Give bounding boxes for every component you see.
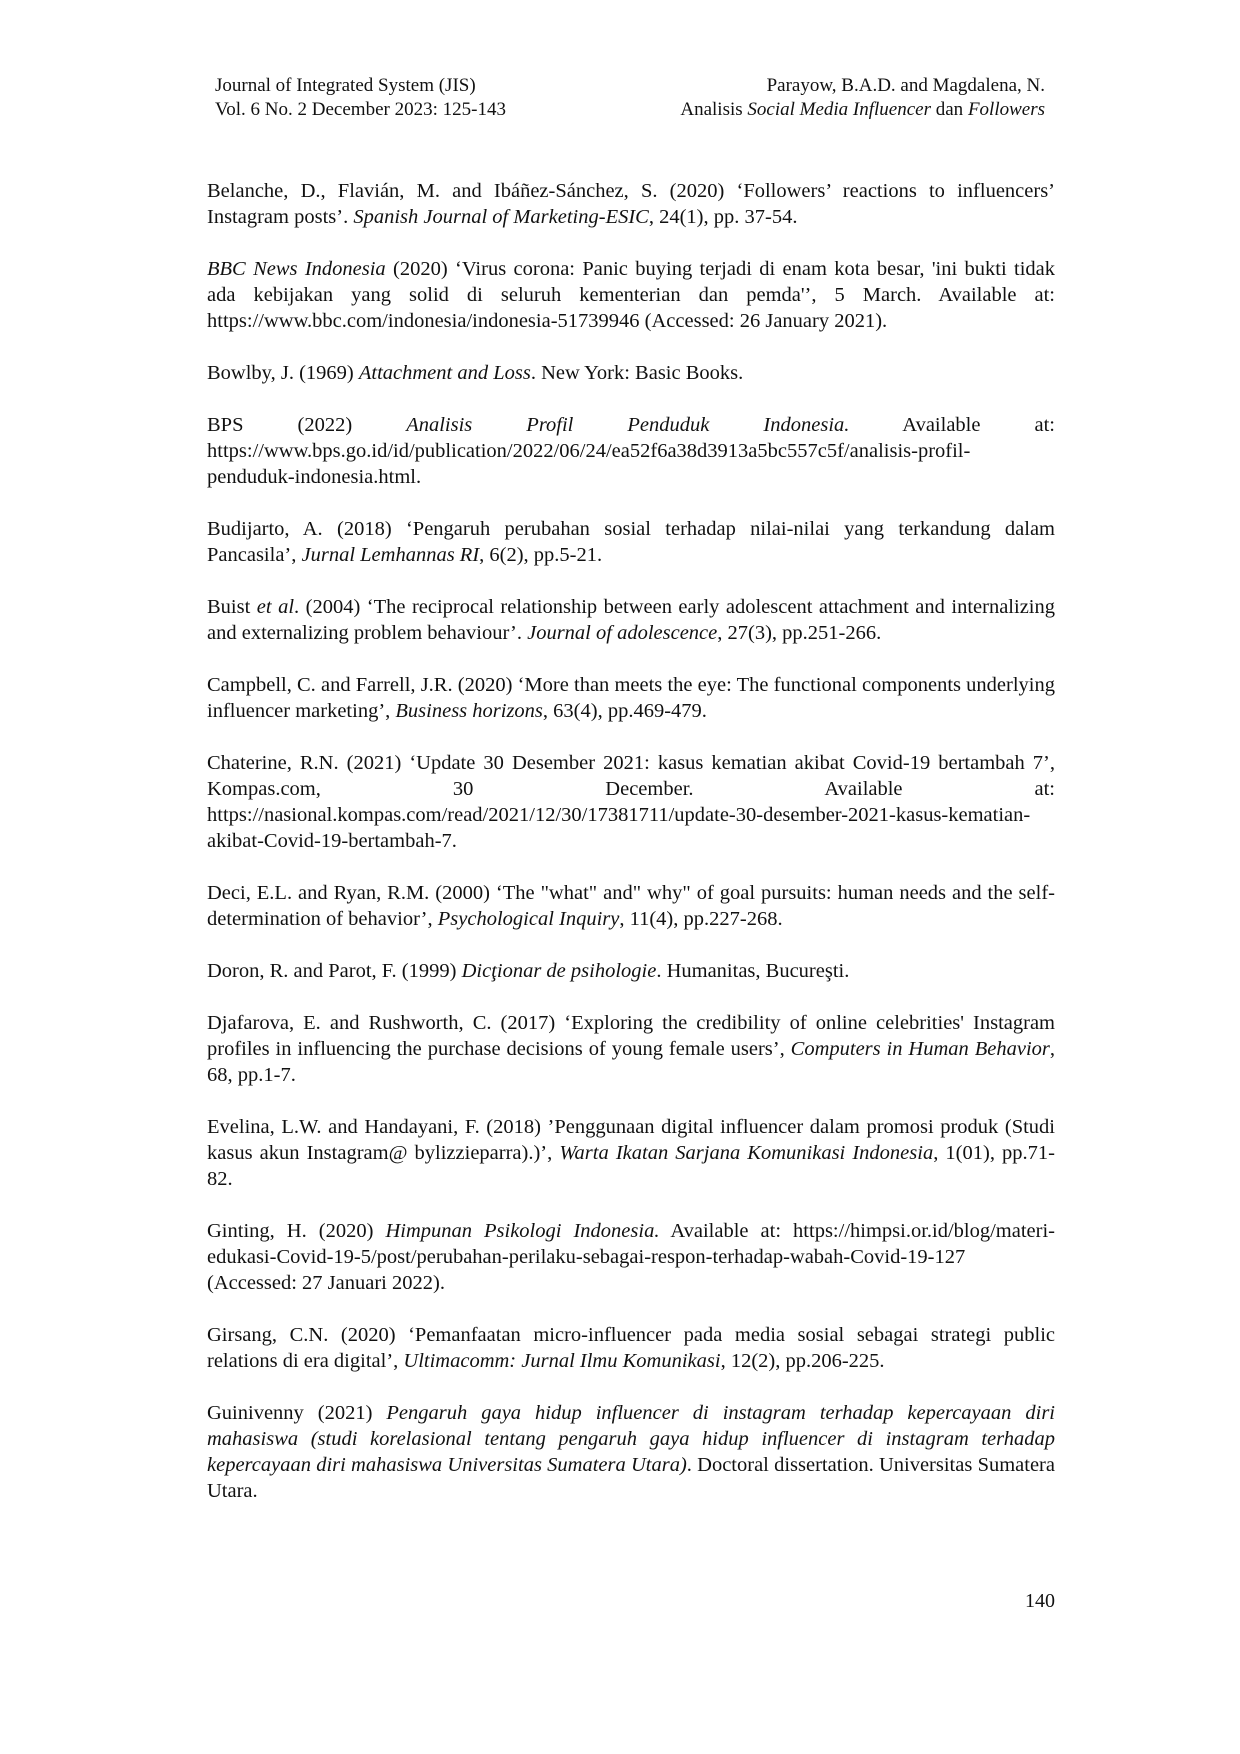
ref-text: Guinivenny (2021) [207,1402,387,1424]
ref-italic: Pengaruh gaya hidup influencer di instagram terhadap kepercayaan diri mahasiswa (studi korelasional tentang pengaruh gaya hidup influencer di instagram terhadap kepercayaan diri mahasiswa Universitas Sumatera Utara) [207,1402,1055,1476]
ref-text: . Humanitas, Bucureşti. [656,960,850,982]
ref-italic: Attachment and Loss [358,362,531,384]
short-title-part: dan [931,99,968,120]
reference-entry [207,412,1055,490]
ref-italic: Computers in Human Behavior [790,1038,1050,1060]
ref-text: . Doctoral dissertation. Universitas Sumatera Utara. [207,1454,1055,1502]
reference-entry [207,880,1055,932]
ref-text: Campbell, C. and Farrell, J.R. (2020) ‘More than meets the eye: The functional components underlying influencer marketing’, [207,674,1055,722]
reference-entry [207,178,1055,230]
reference-entry [207,958,1055,984]
ref-text: , 27(3), pp.251-266. [717,622,882,644]
ref-italic: Himpunan Psikologi Indonesia. [385,1220,660,1242]
short-title-italic: Followers [967,99,1045,120]
ref-text: , 6(2), pp.5-21. [479,544,603,566]
reference-list [207,178,1055,1530]
ref-italic: Dicţionar de psihologie [461,960,657,982]
reference-entry [207,1114,1055,1192]
reference-entry [207,1010,1055,1088]
ref-text: . New York: Basic Books. [530,362,744,384]
ref-italic: Psychological Inquiry [437,908,620,930]
ref-text: Available at: https://www.bps.go.id/id/publication/2022/06/24/ea52f6a38d3913a5bc557c5f/analisis-profil-penduduk-indonesia.html. [207,414,1055,488]
ref-italic: Ultimacomm: Jurnal Ilmu Komunikasi [403,1350,721,1372]
ref-text: (2020) ‘Virus corona: Panic buying terjadi di enam kota besar, 'ini bukti tidak ada kebijakan yang solid di seluruh kementerian dan pemda'’, 5 March. Available at: https://www.bbc.com/indonesia/indonesia-51739946 (Accessed: 26 January 2021). [207,258,1055,332]
ref-text: Deci, E.L. and Ryan, R.M. (2000) ‘The "what" and" why" of goal pursuits: human needs and the self-determination of behavior’, [207,882,1055,930]
ref-italic: BBC News Indonesia [207,258,386,280]
reference-entry [207,750,1055,854]
reference-entry [207,672,1055,724]
reference-entry [207,594,1055,646]
short-title-part: Analisis [680,99,748,120]
ref-text: . (2004) ‘The reciprocal relationship between early adolescent attachment and internalizing and externalizing problem behaviour’. [207,596,1055,644]
ref-text: BPS (2022) [207,414,407,436]
short-title-italic: Social Media Influencer [747,99,931,120]
ref-text: Chaterine, R.N. (2021) ‘Update 30 Desember 2021: kasus kematian akibat Covid-19 bertambah 7’, Kompas.com, 30 December. Available at: https://nasional.kompas.com/read/2021/12/30/17381711/update-30-desember-2021-kasus-kematian-akibat-Covid-19-bertambah-7. [207,752,1055,852]
page-number: 140 [1025,1590,1055,1612]
ref-text: , 12(2), pp.206-225. [720,1350,885,1372]
ref-text: Girsang, C.N. (2020) ‘Pemanfaatan micro-influencer pada media sosial sebagai strategi public relations di era digital’, [207,1324,1055,1372]
ref-text: Bowlby, J. (1969) [207,362,359,384]
journal-volume: Vol. 6 No. 2 December 2023: 125-143 [215,99,506,120]
ref-text: , 11(4), pp.227-268. [619,908,783,930]
ref-text: , 63(4), pp.469-479. [542,700,707,722]
ref-italic: Business horizons [395,700,543,722]
ref-text: Buist [207,596,257,618]
ref-italic: Analisis Profil Penduduk Indonesia. [406,414,850,436]
reference-entry [207,1322,1055,1374]
ref-italic: Journal of adolescence [527,622,718,644]
ref-text: Available at: https://himpsi.or.id/blog/materi-edukasi-Covid-19-5/post/perubahan-perilaku-sebagai-respon-terhadap-wabah-Covid-19-127 (Accessed: 27 Januari 2022). [207,1220,1055,1294]
article-short-title [680,98,1045,122]
article-authors: Parayow, B.A.D. and Magdalena, N. [766,75,1045,96]
ref-text: Budijarto, A. (2018) ‘Pengaruh perubahan sosial terhadap nilai-nilai yang terkandung dalam Pancasila’, [207,518,1055,566]
ref-italic: Jurnal Lemhannas RI [301,544,480,566]
ref-text: Belanche, D., Flavián, M. and Ibáñez-Sánchez, S. (2020) ‘Followers’ reactions to influencers’ Instagram posts’. [207,180,1055,228]
ref-text: Ginting, H. (2020) [207,1220,386,1242]
ref-italic: Spanish Journal of Marketing-ESIC [353,206,649,228]
ref-text: Doron, R. and Parot, F. (1999) [207,960,462,982]
ref-italic: Warta Ikatan Sarjana Komunikasi Indonesia [559,1142,934,1164]
running-header-right [680,74,1045,122]
running-header-left [215,74,506,122]
reference-entry [207,360,1055,386]
journal-name: Journal of Integrated System (JIS) [215,75,476,96]
ref-text: Djafarova, E. and Rushworth, C. (2017) ‘Exploring the credibility of online celebrities' Instagram profiles in influencing the purchase decisions of young female users’, [207,1012,1055,1060]
ref-text: Evelina, L.W. and Handayani, F. (2018) ’Penggunaan digital influencer dalam promosi produk (Studi kasus akun Instagram@ bylizzieparra).)’, [207,1116,1055,1164]
reference-entry [207,516,1055,568]
ref-italic: et al [256,596,295,618]
reference-entry [207,1400,1055,1504]
reference-entry [207,256,1055,334]
ref-text: , 68, pp.1-7. [207,1038,1055,1086]
reference-entry [207,1218,1055,1296]
ref-text: , 1(01), pp.71-82. [207,1142,1055,1190]
ref-text: , 24(1), pp. 37-54. [648,206,798,228]
